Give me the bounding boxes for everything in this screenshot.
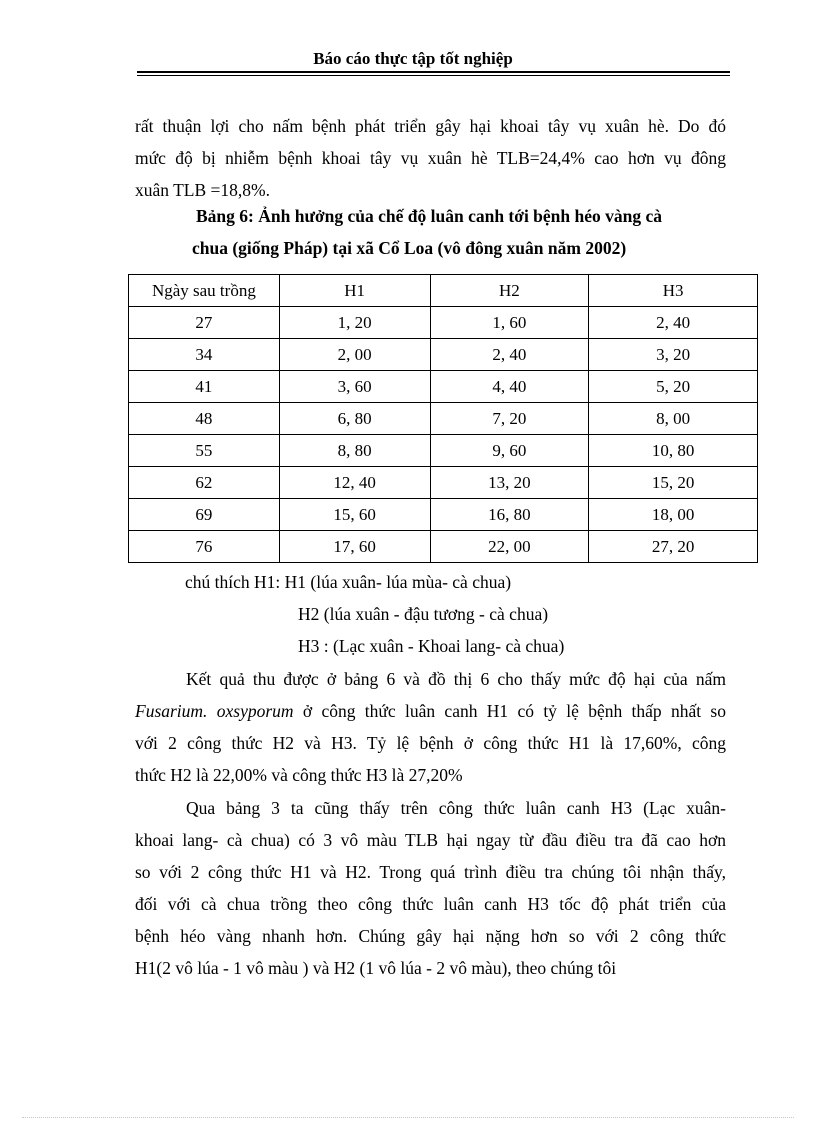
page-bottom-border bbox=[22, 1117, 794, 1118]
table-cell: 9, 60 bbox=[430, 435, 589, 467]
table-header-cell: H1 bbox=[279, 275, 430, 307]
table-cell: 6, 80 bbox=[279, 403, 430, 435]
table-cell: 2, 40 bbox=[589, 307, 758, 339]
table-cell: 2, 00 bbox=[279, 339, 430, 371]
table-cell: 17, 60 bbox=[279, 531, 430, 563]
table-header-row bbox=[129, 275, 758, 307]
table-cell: 1, 20 bbox=[279, 307, 430, 339]
table-cell: 7, 20 bbox=[430, 403, 589, 435]
table-note-h1: chú thích H1: H1 (lúa xuân- lúa mùa- cà chua) bbox=[185, 572, 512, 592]
table-cell: 41 bbox=[129, 371, 280, 403]
table-cell: 15, 60 bbox=[279, 499, 430, 531]
table-header-cell: H3 bbox=[589, 275, 758, 307]
result-paragraph bbox=[135, 663, 726, 791]
paragraph-line: H1(2 vô lúa - 1 vô màu ) và H2 (1 vô lúa - 2 vô màu), theo chúng tôi bbox=[135, 958, 617, 978]
paragraph-line: so với 2 công thức H1 và H2. Trong quá trình điều tra chúng tôi nhận thấy, bbox=[135, 862, 726, 882]
table-caption-line-1: Bảng 6: Ảnh hưởng của chế độ luân canh tới bệnh héo vàng cà bbox=[196, 206, 663, 226]
page-header-title: Báo cáo thực tập tốt nghiệp bbox=[313, 49, 513, 68]
table-row bbox=[129, 371, 758, 403]
table-cell: 10, 80 bbox=[589, 435, 758, 467]
paragraph-line-rest: ở công thức luân canh H1 có tỷ lệ bệnh thấp nhất so bbox=[293, 701, 726, 721]
paragraph-line: Qua bảng 3 ta cũng thấy trên công thức luân canh H3 (Lạc xuân- bbox=[186, 798, 726, 818]
table-cell: 4, 40 bbox=[430, 371, 589, 403]
table-cell: 34 bbox=[129, 339, 280, 371]
table-cell: 3, 20 bbox=[589, 339, 758, 371]
paragraph-line: thức H2 là 22,00% và công thức H3 là 27,20% bbox=[135, 765, 463, 785]
paragraph-line: khoai lang- cà chua) có 3 vô màu TLB hại ngay từ đầu điều tra đã cao hơn bbox=[135, 830, 726, 850]
table-row bbox=[129, 499, 758, 531]
table-cell: 1, 60 bbox=[430, 307, 589, 339]
table-cell: 5, 20 bbox=[589, 371, 758, 403]
paragraph-line bbox=[135, 695, 726, 727]
discussion-paragraph bbox=[135, 792, 726, 984]
table-header-cell: Ngày sau trồng bbox=[129, 275, 280, 307]
header-rule-thin bbox=[137, 75, 730, 76]
table-cell: 13, 20 bbox=[430, 467, 589, 499]
paragraph-line: đối với cà chua trồng theo công thức luân canh H3 tốc độ phát triển của bbox=[135, 894, 726, 914]
table-cell: 27 bbox=[129, 307, 280, 339]
table-row bbox=[129, 403, 758, 435]
table-cell: 2, 40 bbox=[430, 339, 589, 371]
table-cell: 18, 00 bbox=[589, 499, 758, 531]
table-row bbox=[129, 435, 758, 467]
table-cell: 55 bbox=[129, 435, 280, 467]
header-rule-thick bbox=[137, 71, 730, 73]
table-cell: 69 bbox=[129, 499, 280, 531]
table-cell: 22, 00 bbox=[430, 531, 589, 563]
table-cell: 3, 60 bbox=[279, 371, 430, 403]
table-header-cell: H2 bbox=[430, 275, 589, 307]
intro-paragraph bbox=[135, 110, 726, 206]
data-table bbox=[128, 274, 758, 563]
table-note-h3: H3 : (Lạc xuân - Khoai lang- cà chua) bbox=[298, 636, 565, 656]
table-cell: 27, 20 bbox=[589, 531, 758, 563]
table-cell: 48 bbox=[129, 403, 280, 435]
paragraph-line: với 2 công thức H2 và H3. Tỷ lệ bệnh ở công thức H1 là 17,60%, công bbox=[135, 733, 726, 753]
table-cell: 62 bbox=[129, 467, 280, 499]
table-cell: 15, 20 bbox=[589, 467, 758, 499]
table-cell: 8, 80 bbox=[279, 435, 430, 467]
table-row bbox=[129, 467, 758, 499]
table-cell: 8, 00 bbox=[589, 403, 758, 435]
table-cell: 16, 80 bbox=[430, 499, 589, 531]
species-name: Fusarium. oxsyporum bbox=[135, 701, 294, 721]
table-note-h2: H2 (lúa xuân - đậu tương - cà chua) bbox=[298, 604, 549, 624]
intro-line: xuân TLB =18,8%. bbox=[135, 180, 270, 200]
table-row bbox=[129, 339, 758, 371]
table-cell: 12, 40 bbox=[279, 467, 430, 499]
intro-line: mức độ bị nhiễm bệnh khoai tây vụ xuân hè TLB=24,4% cao hơn vụ đông bbox=[135, 148, 726, 168]
table-row bbox=[129, 307, 758, 339]
table-cell: 76 bbox=[129, 531, 280, 563]
paragraph-line: bệnh héo vàng nhanh hơn. Chúng gây hại nặng hơn so với 2 công thức bbox=[135, 926, 726, 946]
intro-line: rất thuận lợi cho nấm bệnh phát triển gây hại khoai tây vụ xuân hè. Do đó bbox=[135, 116, 726, 136]
paragraph-line: Kết quả thu được ở bảng 6 và đồ thị 6 cho thấy mức độ hại của nấm bbox=[186, 669, 726, 689]
table-caption-line-2: chua (giống Pháp) tại xã Cổ Loa (vô đông xuân năm 2002) bbox=[192, 238, 627, 258]
table-row bbox=[129, 531, 758, 563]
